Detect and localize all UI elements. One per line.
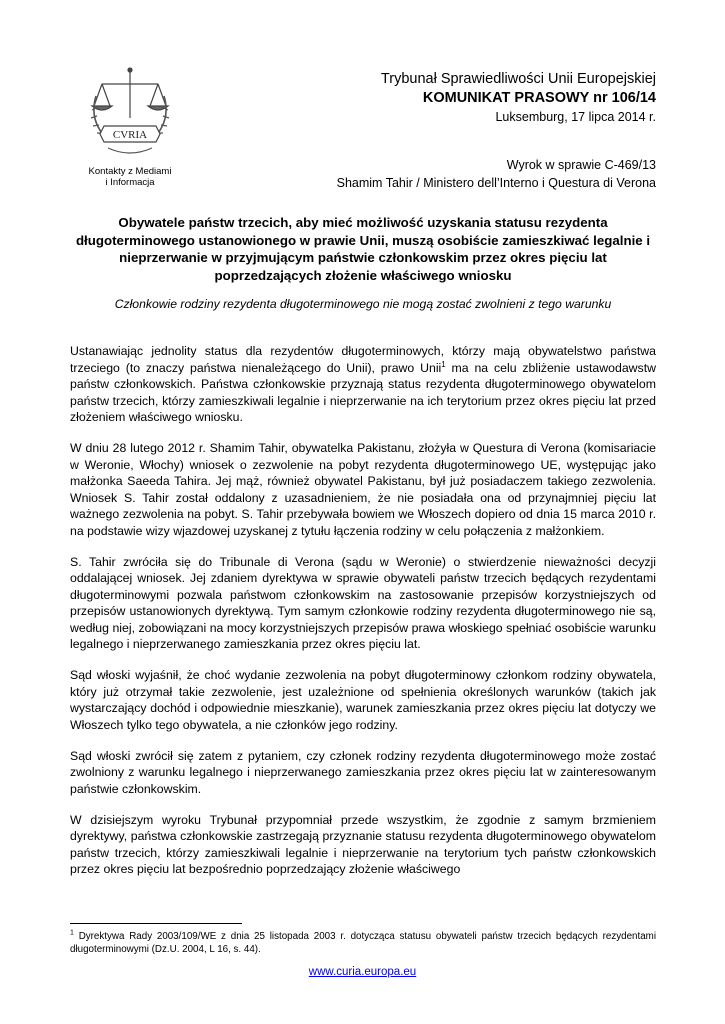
paragraph-2: W dniu 28 lutego 2012 r. Shamim Tahir, obywatelka Pakistanu, złożyła w Questura di Verona (komisariacie w Weronie, Włochy) wniosek o zezwolenie na pobyt rezydenta długoterminowego UE, występując jako małżonka Saeeda Tahira. Jej mąż, również obywatel Pakistanu, był już posiadaczem takiego zezwolenia. Wniosek S. Tahir został oddalony z uzasadnieniem, że nie posiadała ona od przynajmniej pięciu lat ważnego zezwolenia na pobyt. S. Tahir przebywała bowiem we Włoszech dopiero od dnia 15 marca 2010 r. na podstawie wizy wjazdowej uzyskanej z tytułu łączenia rodziny w celu połączenia z małżonkiem. (70, 441, 656, 538)
paragraph-1-part-b: ma na celu zbliżenie ustawodawstw państw członkowskich. Państwa członkowskie przyznają status rezydenta długoterminowego obywatelom państw trzecich, którzy zamieszkiwali legalnie i nieprzerwanie na ich terytorium przez okres pięciu lat przed złożeniem właściwego wniosku. (70, 360, 656, 424)
judgment-case: Wyrok w sprawie C-469/13 (506, 158, 656, 172)
case-parties: Shamim Tahir / Ministero dell’Interno i Questura di Verona (336, 176, 656, 190)
contact-line-2: i Informacja (105, 177, 155, 188)
body-text (70, 343, 656, 892)
institution-name: Trybunał Sprawiedliwości Unii Europejskiej (380, 71, 656, 87)
subtitle: Członkowie rodziny rezydenta długoterminowego nie mogą zostać zwolnieni z tego warunku (114, 297, 612, 311)
footnote (70, 930, 656, 956)
footnote-text: Dyrektywa Rady 2003/109/WE z dnia 25 listopada 2003 r. dotycząca statusu obywateli państw trzecich będących rezydentami długoterminowymi (Dz.U. 2004, L 16, s. 44). (70, 931, 656, 955)
paragraph-3: S. Tahir zwróciła się do Tribunale di Verona (sądu w Weronie) o stwierdzenie nieważności decyzji oddalającej wniosek. Jej zdaniem dyrektywa w sprawie obywateli państw trzecich będących rezydentami długoterminowymi pozwala państwom członkowskim na zastosowanie przepisów korzystniejszych od przepisów ustanowionych dyrektywą. Tym samym członkowie rodziny rezydenta długoterminowego nie są, według niej, zobowiązani na mocy korzystniejszych przepisów prawa włoskiego spełniać osobiście warunku legalnego i nieprzerwanego zamieszkania przez okres pięciu lat. (70, 554, 656, 651)
case-reference (337, 156, 656, 192)
paragraph-6: W dzisiejszym wyroku Trybunał przypomniał przede wszystkim, że zgodnie z samym brzmieniem dyrektywy, państwa członkowskie zastrzegają przyznanie statusu rezydenta długoterminowego obywatelom państw trzecich, którzy zamieszkiwali legalnie i nieprzerwanie na terytorium tych państw członkowskich przez okres pięciu lat bezpośrednio poprzedzający złożenie właściwego (70, 812, 656, 876)
contact-department (74, 166, 186, 188)
footnote-divider (70, 923, 242, 924)
paragraph-1 (70, 343, 656, 426)
paragraph-4: Sąd włoski wyjaśnił, że choć wydanie zezwolenia na pobyt długoterminowy członkom rodziny obywatela, który już otrzymał takie zezwolenie, jest uzależnione od spełnienia określonych warunków (takich jak wystarczający dochód i odpowiednie mieszkanie), warunek zamieszkania przez okres pięciu lat dotyczy we Włoszech tylko tego obywatela, a nie członków jego rodziny. (70, 668, 656, 732)
press-release-number: KOMUNIKAT PRASOWY nr 106/14 (422, 90, 656, 106)
headline: Obywatele państw trzecich, aby mieć możliwość uzyskania statusu rezydenta długoterminowego ustanowionego w prawie Unii, muszą osobiście zamieszkiwać legalnie i nieprzerwanie w przyjmującym państwie członkowskim przez okres pięciu lat poprzedzających złożenie właściwego wniosku (75, 215, 651, 283)
footnote-ref: 1 (441, 359, 446, 369)
logo-text: CVRIA (112, 129, 148, 141)
website-link[interactable]: www.curia.europa.eu (308, 966, 417, 978)
header-block (381, 70, 656, 126)
footnote-number: 1 (70, 929, 74, 937)
paragraph-1-part-a: Ustanawiając jednolity status dla rezydentów długoterminowych, którzy mają obywatelstwo państwa trzeciego (to znaczy państwa nienależącego do Unii), prawo Unii (70, 344, 656, 375)
cvria-scales-logo-icon (80, 66, 180, 162)
place-date: Luksemburg, 17 lipca 2014 r. (495, 110, 656, 124)
contact-line-1: Kontakty z Mediami (88, 166, 172, 177)
paragraph-5: Sąd włoski zwrócił się zatem z pytaniem, czy członek rodziny rezydenta długoterminowego może zostać zwolniony z warunku legalnego i nieprzerwanego zamieszkania przez okres pięciu lat w zainteresowanym państwie członkowskim. (70, 748, 656, 796)
